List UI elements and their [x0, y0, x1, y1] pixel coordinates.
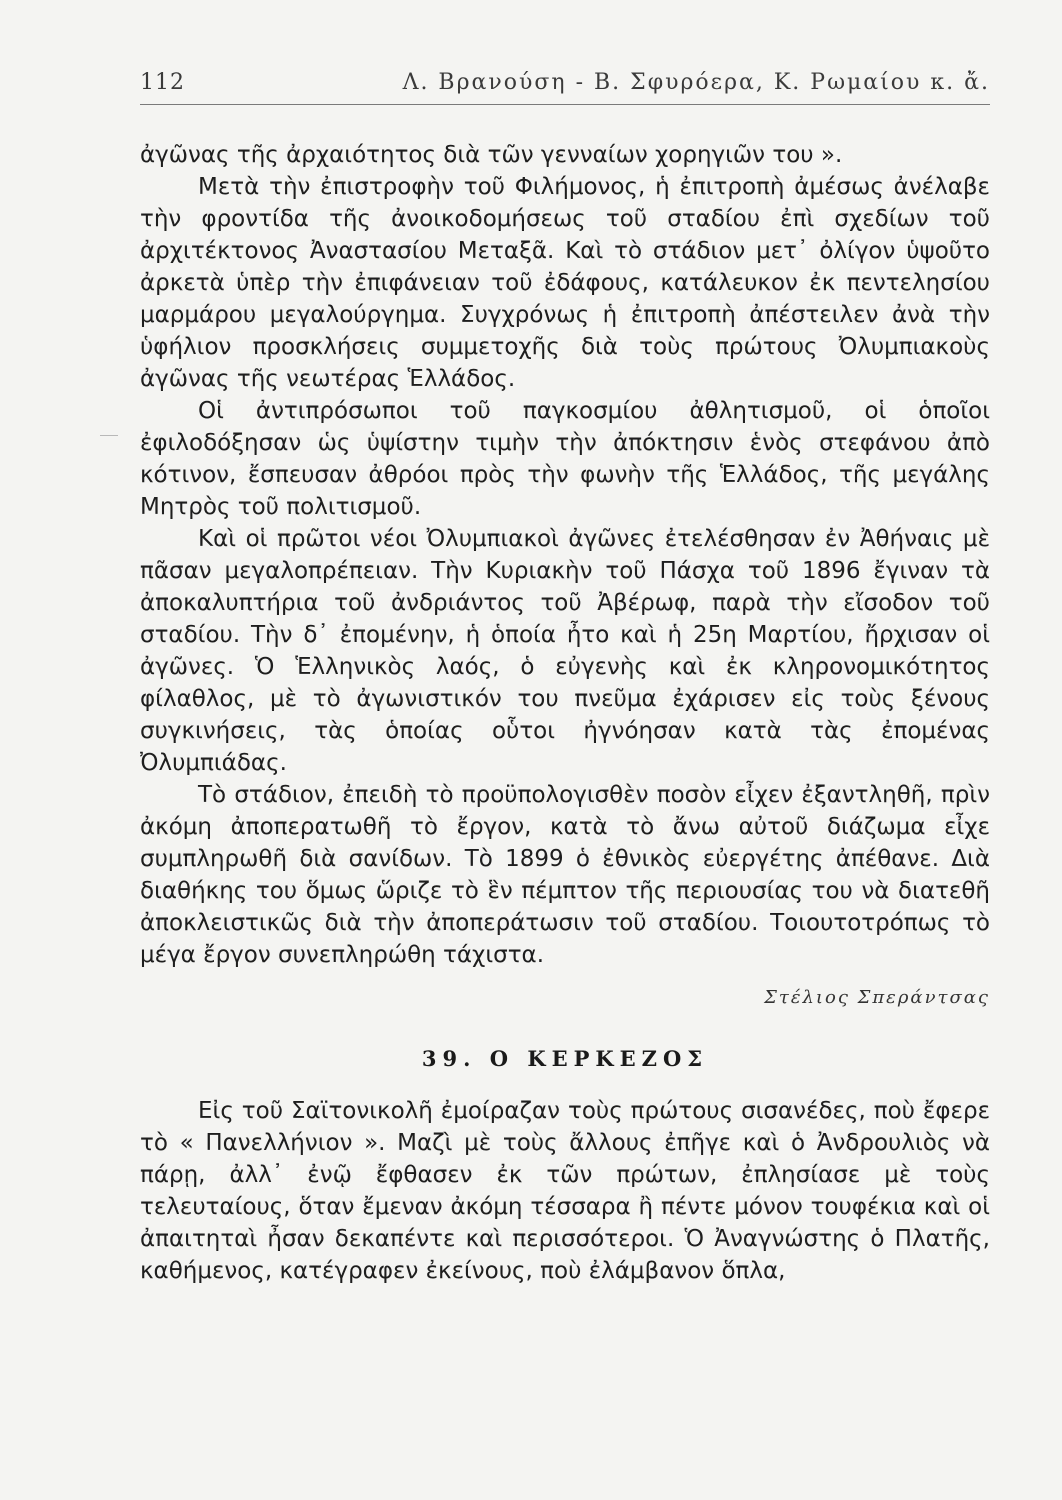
running-head: [140, 70, 990, 100]
paragraph: Τὸ στάδιον, ἐπειδὴ τὸ προϋπολογισθὲν ποσὸν εἶχεν ἐξαντληθῆ, πρὶν ἀκόμη ἀποπερατωθῆ τὸ ἔργον, κατὰ τὸ ἄνω αὐτοῦ διάζωμα εἶχε συμπληρωθῆ διὰ σανίδων. Τὸ 1899 ὁ ἐθνικὸς εὐεργέτης ἀπέθανε. Διὰ διαθήκης του ὅμως ὥριζε τὸ ἓν πέμπτον τῆς περιουσίας του νὰ διατεθῆ ἀποκλειστικῶς διὰ τὴν ἀποπεράτωσιν τοῦ σταδίου. Τοιουτοτρόπως τὸ μέγα ἔργον συνεπληρώθη τάχιστα.: [140, 782, 990, 968]
page-number: 112: [140, 70, 185, 95]
margin-mark: [100, 435, 118, 436]
paragraph: Μετὰ τὴν ἐπιστροφὴν τοῦ Φιλήμονος, ἡ ἐπιτροπὴ ἀμέσως ἀνέλαβε τὴν φροντίδα τῆς ἀνοικοδομήσεως τοῦ σταδίου ἐπὶ σχεδίων τοῦ ἀρχιτέκτονος Ἀναστασίου Μεταξᾶ. Καὶ τὸ στάδιον μετ᾽ ὀλίγον ὑψοῦτο ἀρκετὰ ὑπὲρ τὴν ἐπιφάνειαν τοῦ ἐδάφους, κατάλευκον ἐκ πεντελησίου μαρμάρου μεγαλούργημα. Συγχρόνως ἡ ἐπιτροπὴ ἀπέστειλεν ἀνὰ τὴν ὑφήλιον προσκλήσεις συμμετοχῆς διὰ τοὺς πρώτους Ὀλυμπιακοὺς ἀγῶνας τῆς νεωτέρας Ἑλλάδος.: [140, 174, 990, 392]
body-text: [140, 139, 990, 1287]
paragraph: Καὶ οἱ πρῶτοι νέοι Ὀλυμπιακοὶ ἀγῶνες ἐτελέσθησαν ἐν Ἀθήναις μὲ πᾶσαν μεγαλοπρέπειαν. Τὴν Κυριακὴν τοῦ Πάσχα τοῦ 1896 ἔγιναν τὰ ἀποκαλυπτήρια τοῦ ἀνδριάντος τοῦ Ἀβέρωφ, παρὰ τὴν εἴσοδον τοῦ σταδίου. Τὴν δ᾽ ἐπομένην, ἡ ὁποία ἦτο καὶ ἡ 25η Μαρτίου, ἤρχισαν οἱ ἀγῶνες. Ὁ Ἑλληνικὸς λαός, ὁ εὐγενὴς καὶ ἐκ κληρονομικότητος φίλαθλος, μὲ τὸ ἀγωνιστικόν του πνεῦμα ἐχάρισεν εἰς τοὺς ξένους συγκινήσεις, τὰς ὁποίας οὗτοι ἠγνόησαν κατὰ τὰς ἐπομένας Ὀλυμπιάδας.: [140, 526, 990, 776]
paragraph: Εἰς τοῦ Σαϊτονικολῆ ἐμοίραζαν τοὺς πρώτους σισανέδες, ποὺ ἔφερε τὸ « Πανελλήνιον ». Μαζὶ μὲ τοὺς ἄλλους ἐπῆγε καὶ ὁ Ἀνδρουλιὸς νὰ πάρῃ, ἀλλ᾽ ἐνῷ ἔφθασεν ἐκ τῶν πρώτων, ἐπλησίασε μὲ τοὺς τελευταίους, ὅταν ἔμεναν ἀκόμη τέσσαρα ἢ πέντε μόνον τουφέκια καὶ οἱ ἀπαιτηταὶ ἦσαν δεκαπέντε καὶ περισσότεροι. Ὁ Ἀναγνώστης ὁ Πλατῆς, καθήμενος, κατέγραφεν ἐκείνους, ποὺ ἐλάμβανον ὅπλα,: [140, 1098, 990, 1284]
header-rule: [140, 104, 990, 105]
section-heading: 39. Ο ΚΕΡΚΕΖΟΣ: [421, 1046, 709, 1071]
running-head-authors: Λ. Βρανούση - Β. Σφυρόερα, Κ. Ρωμαίου κ. ἄ.: [402, 70, 990, 95]
author-signature: Στέλιος Σπεράντσας: [764, 987, 990, 1008]
paragraph: ἀγῶνας τῆς ἀρχαιότητος διὰ τῶν γενναίων χορηγιῶν του ».: [140, 142, 843, 168]
paragraph: Οἱ ἀντιπρόσωποι τοῦ παγκοσμίου ἀθλητισμοῦ, οἱ ὁποῖοι ἐφιλοδόξησαν ὡς ὑψίστην τιμὴν τὴν ἀπόκτησιν ἑνὸς στεφάνου ἀπὸ κότινον, ἔσπευσαν ἀθρόοι πρὸς τὴν φωνὴν τῆς Ἑλλάδος, τῆς μεγάλης Μητρὸς τοῦ πολιτισμοῦ.: [140, 398, 990, 520]
